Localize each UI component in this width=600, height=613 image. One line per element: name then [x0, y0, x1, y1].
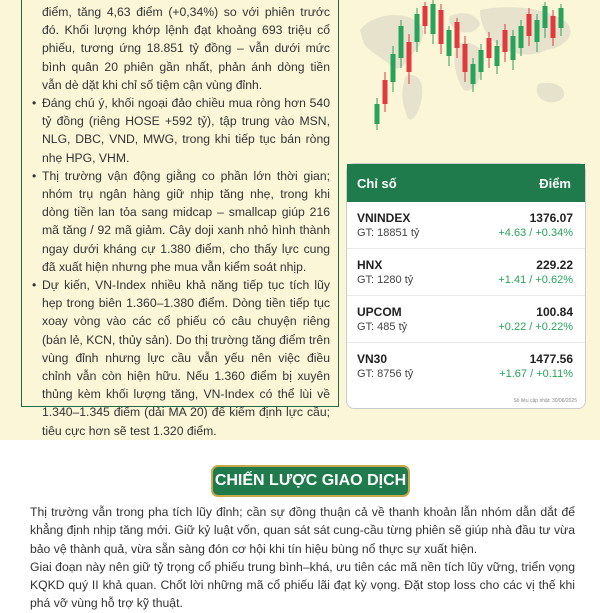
index-trading-value: GT: 18851 tỷ: [357, 227, 420, 239]
index-value: 1376.07: [529, 211, 573, 225]
decorative-chart-illustration: [352, 0, 592, 145]
analysis-bullet: • Dự kiến, VN-Index nhiều khả năng tiếp tục tích lũy hẹp trong biên 1.360–1.380 điểm. Dòng tiền tiếp tục xoay vòng vào các cổ phiếu có câu chuyện riêng (bán lẻ, KCN, thủy sản). Do thị trường tăng điểm trên vùng đỉnh nhưng lực cầu vẫn yếu nên việc điều chỉnh vẫn còn hiện hữu. Nếu 1.360 điểm bị xuyên thủng kèm khối lượng tăng, VN-Index có thể lùi về 1.340–1.345 điểm (dải MA 20) để kiểm định lực cầu; tiêu cực hơn sẽ test 1.320 điểm.: [32, 276, 330, 440]
index-table-header: [347, 164, 585, 202]
strategy-title: CHIẾN LƯỢC GIAO DỊCH: [214, 472, 407, 489]
index-value: 229.22: [536, 258, 573, 272]
header-points-label: Điểm: [539, 175, 571, 191]
update-note: Số liệu cập nhật: 30/06/2025: [513, 398, 577, 404]
index-row-vnindex: [347, 202, 585, 249]
index-change: +0.22 / +0.22%: [498, 321, 573, 333]
analysis-bullet: • Thị trường vận động giằng co phần lớn thời gian; nhóm trụ ngân hàng giữ nhịp tăng nhẹ, trong khi dòng tiền lan tỏa sang midcap – smallcap giúp 216 mã tăng / 92 mã giảm. Cây doji xanh nhỏ hình thành ngay dưới kháng cự 1.380 điểm, cho thấy lực cung đã xuất hiện nhưng phe mua vẫn kiểm soát nhịp.: [32, 167, 330, 276]
header-index-label: Chỉ số: [357, 175, 397, 191]
strategy-title-banner: [211, 465, 410, 497]
index-change: +1.67 / +0.11%: [499, 368, 573, 380]
strategy-paragraph: Giai đoạn này nên giữ tỷ trọng cổ phiếu trung bình–khá, ưu tiên các mã nền tích lũy vững, triển vọng KQKD quý II khả quan. Chốt lời những mã cổ phiếu lãi đạt kỳ vọng. Đặt stop loss cho các vị thế khi phá vỡ vùng hỗ trợ kỹ thuật.: [30, 559, 575, 611]
index-name: UPCOM: [357, 305, 402, 319]
index-name: HNX: [357, 258, 383, 272]
analysis-bullet: • Đáng chú ý, khối ngoại đảo chiều mua ròng hơn 540 tỷ đồng (riêng HOSE +592 tỷ), tập trung vào MSN, NLG, DBC, VND, MWG, trong khi tiếp tục bán ròng nhẹ HPG, VHM.: [32, 94, 330, 167]
world-map-candlestick-icon: [352, 0, 592, 145]
strategy-body: [30, 503, 575, 613]
index-name: VN30: [357, 352, 388, 366]
index-trading-value: GT: 8756 tỷ: [357, 368, 414, 380]
analysis-bullets: [32, 94, 330, 440]
index-value: 1477.56: [529, 352, 573, 366]
analysis-intro: điểm, tăng 4,63 điểm (+0,34%) so với phiên trước đó. Khối lượng khớp lệnh đạt khoảng 693 triệu cổ phiếu, tương ứng 18.851 tỷ đồng – vẫn dưới mức bình quân 20 phiên gần nhất, phản ánh dòng tiền vẫn dè dặt khi chỉ số tiệm cận vùng đỉnh.: [42, 5, 330, 92]
index-row-vn30: [347, 343, 585, 390]
index-row-upcom: [347, 296, 585, 343]
market-analysis-box: [21, 0, 339, 438]
strategy-paragraph: Thị trường vẫn trong pha tích lũy đỉnh; cần sự đồng thuận cả về thanh khoản lẫn nhóm dẫn dắt để khẳng định nhịp tăng mới. Giữ kỷ luật vốn, quan sát sát cung-cầu từng phiên sẽ giúp nhà đầu tư vừa bảo vệ thành quả, vừa sẵn sàng đón cơ hội khi tín hiệu bùng nổ thực sự xuất hiện.: [30, 505, 575, 556]
index-row-hnx: [347, 249, 585, 296]
index-value: 100.84: [536, 305, 573, 319]
index-change: +1.41 / +0.62%: [498, 274, 573, 286]
index-trading-value: GT: 1280 tỷ: [357, 274, 414, 286]
index-name: VNINDEX: [357, 211, 411, 225]
index-change: +4.63 / +0.34%: [498, 227, 573, 239]
market-index-card: [346, 163, 586, 409]
index-trading-value: GT: 485 tỷ: [357, 321, 408, 333]
